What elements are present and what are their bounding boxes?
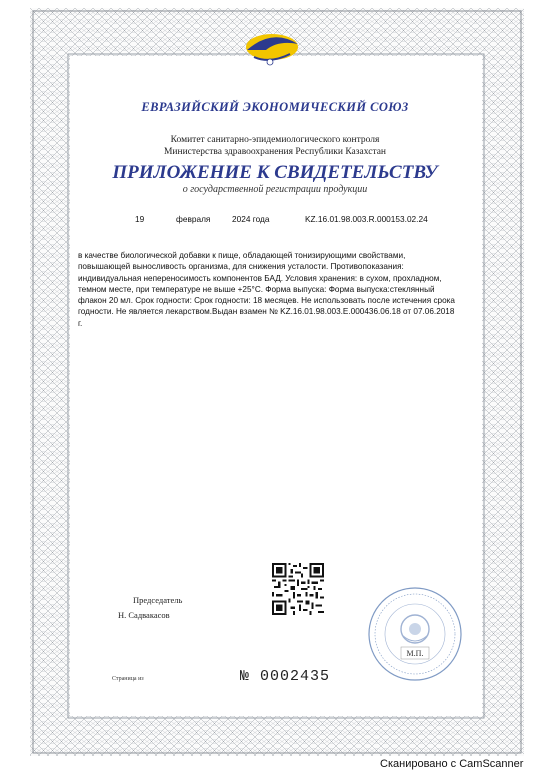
product-description (78, 250, 478, 329)
eaeu-logo (244, 24, 300, 76)
body-line: индивидуальная непереносимость компонентов БАД. Условия хранения: в сухом, прохладном, (78, 273, 442, 283)
committee-block (0, 134, 550, 158)
stamp-label: М.П. (406, 649, 424, 658)
document-subtitle: о государственной регистрации продукции (182, 184, 368, 195)
committee-line: Комитет санитарно-эпидемиологического контроля (170, 135, 380, 145)
form-serial-number (240, 668, 330, 685)
serial-digits: 0002435 (260, 668, 331, 685)
body-line: темном месте, при температуре не выше +25°С. Форма выпуска: Форма выпуска:стеклянный (78, 284, 435, 294)
body-line: годности. Не является лекарством.Выдан взамен № KZ.16.01.98.003.E.000436.06.18 от 07.06.2018 (78, 307, 455, 317)
registration-number: KZ.16.01.98.003.R.000153.02.24 (305, 214, 428, 224)
date-day: 19 (135, 214, 145, 224)
qr-code-icon (272, 563, 324, 615)
number-sign: № (240, 668, 251, 685)
date-year: 2024 года (232, 214, 270, 224)
date-month: февраля (176, 214, 211, 224)
signatory-name: Н. Садвакасов (118, 610, 170, 620)
ministry-line: Министерства здравоохранения Республики Казахстан (163, 147, 387, 157)
body-line: повышающей выносливость организма, для снижения усталости. Противопоказания: (78, 262, 404, 272)
body-line: в качестве биологической добавки к пище, обладающей тонизирующими свойствами, (78, 251, 406, 260)
official-stamp (366, 585, 464, 683)
signatory-position: Председатель (133, 595, 183, 605)
page-label: Страница из (112, 676, 144, 682)
union-title: ЕВРАЗИЙСКИЙ ЭКОНОМИЧЕСКИЙ СОЮЗ (141, 100, 409, 114)
camscanner-watermark: Сканировано с CamScanner (380, 758, 524, 770)
body-line: г. (78, 318, 83, 328)
body-line: флакон 20 мл. Срок годности: Срок годности: 18 месяцев. Не использовать после истечения срока (78, 296, 455, 306)
document-title: ПРИЛОЖЕНИЕ К СВИДЕТЕЛЬСТВУ (112, 162, 438, 183)
